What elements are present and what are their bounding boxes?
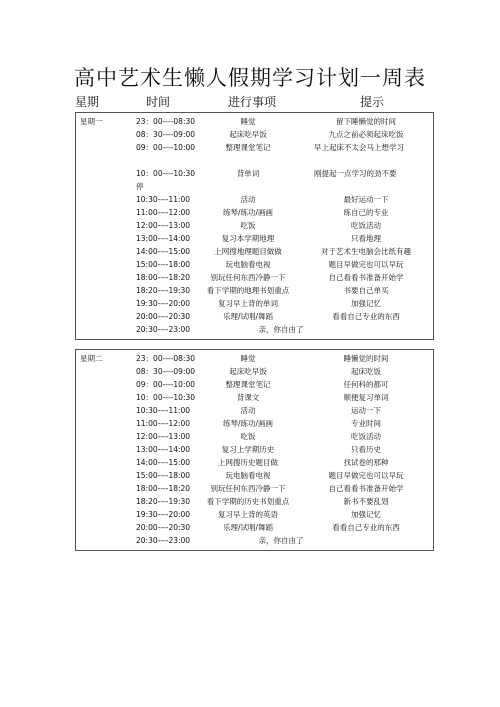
schedule-tip: 最好运动一下 (343, 195, 389, 204)
schedule-tip: 看看自己专业的东西 (332, 523, 400, 532)
page-title: 高中艺术生懒人假期学习计划一周表 (74, 66, 426, 90)
schedule-activity: 复习早上背的单词 (218, 299, 278, 308)
schedule-row (76, 310, 433, 323)
schedule-row (76, 245, 433, 258)
schedule-time: 20:30----23:00 (136, 536, 191, 545)
schedule-row (76, 167, 433, 193)
schedule-row (76, 521, 433, 534)
schedule-row (76, 417, 433, 430)
schedule-row (76, 193, 433, 206)
schedule-time: 10：00----10:30 (136, 393, 196, 402)
schedule-time: 15:00----18:00 (136, 260, 191, 269)
schedule-activity: 练琴/练功/画画 (222, 208, 274, 217)
schedule-activity: 看下学期的历史书划重点 (206, 497, 290, 506)
schedule-time: 10:30----11:00 (136, 195, 191, 204)
schedule-tip: 刚提起一点学习的劲不要 (314, 169, 397, 178)
schedule-tip: 自己看看书准备开始学 (328, 273, 404, 282)
schedule-tip: 加强记忆 (351, 510, 381, 519)
schedule-row (76, 378, 433, 391)
schedule-time: 10：00----10:30 停 (136, 169, 196, 191)
schedule-time: 14:00----15:00 (136, 247, 191, 256)
schedule-tip: 专业时间 (351, 419, 381, 428)
schedule-tip: 新书不要乱划 (343, 497, 389, 506)
schedule-row (76, 352, 433, 365)
schedule-row (76, 482, 433, 495)
schedule-tip: 留下睡懒觉的时间 (336, 117, 396, 126)
entry-list (76, 352, 433, 547)
schedule-time: 09：00----10:00 (136, 380, 196, 389)
schedule-time: 14:00----15:00 (136, 458, 191, 467)
schedule-activity: 起床吃早饭 (229, 130, 267, 139)
header-tip: 提示 (360, 95, 385, 109)
schedule-tip: 看看自己专业的东西 (332, 312, 400, 321)
schedule-tip: 顺便复习单词 (343, 393, 389, 402)
schedule-activity: 练琴/练功/画画 (222, 419, 274, 428)
schedule-row (76, 323, 433, 336)
schedule-row (76, 495, 433, 508)
entry-list (76, 115, 433, 336)
schedule-time: 08：30----09:00 (136, 130, 196, 139)
schedule-time: 11:00----12:00 (136, 208, 191, 217)
day-label: 星期一 (80, 117, 103, 126)
schedule-row (76, 391, 433, 404)
schedule-activity: 活动 (240, 406, 256, 415)
schedule-row (76, 297, 433, 310)
schedule-activity: 活动 (240, 195, 256, 204)
schedule-activity: 整理课堂笔记 (225, 380, 271, 389)
schedule-time: 18:00----18:20 (136, 484, 191, 493)
day-label: 星期二 (80, 354, 103, 363)
schedule-activity: 别玩任何东西冷静一下 (210, 484, 286, 493)
schedule-activity: 上网搜历史题目做 (218, 458, 278, 467)
schedule-activity: 玩电脑看电视 (225, 260, 271, 269)
schedule-activity: 复习本学期地理 (221, 234, 275, 243)
schedule-row (76, 443, 433, 456)
schedule-tip: 书要自己单买 (343, 286, 389, 295)
schedule-row (76, 128, 433, 141)
schedule-tip: 早上起床不太会马上想学习 (314, 143, 404, 152)
schedule-time: 10:30----11:00 (136, 406, 191, 415)
schedule-tip: 任何科的都可 (343, 380, 389, 389)
schedule-tip: 起床吃饭 (351, 367, 381, 376)
header-time: 时间 (146, 95, 171, 109)
schedule-row (76, 284, 433, 297)
schedule-activity: 起床吃早饭 (229, 367, 267, 376)
schedule-tip: 运动一下 (351, 406, 381, 415)
day-block-monday (75, 112, 434, 340)
header-day: 星期 (75, 95, 100, 109)
schedule-row (76, 456, 433, 469)
schedule-activity: 吃饭 (240, 432, 256, 441)
schedule-row (76, 271, 433, 284)
schedule-activity: 看下学期的地理书划重点 (206, 286, 290, 295)
schedule-time: 23：00----08:30 (136, 117, 196, 126)
schedule-row (76, 115, 433, 128)
schedule-activity: 玩电脑看电视 (225, 471, 271, 480)
schedule-activity: 复习上学期历史 (221, 445, 275, 454)
schedule-tip: 只看地理 (351, 234, 381, 243)
schedule-row (76, 469, 433, 482)
table-header (0, 93, 500, 111)
schedule-time: 13:00----14:00 (136, 445, 191, 454)
schedule-tip: 九点之前必须起床吃饭 (328, 130, 404, 139)
schedule-activity: 整理课堂笔记 (225, 143, 271, 152)
schedule-tip: 对于艺术生电脑会比纸有趣 (321, 247, 411, 256)
schedule-time: 23：00----08:30 (136, 354, 196, 363)
schedule-time: 20:00----20:30 (136, 312, 191, 321)
schedule-tip: 吃饭活动 (351, 221, 381, 230)
schedule-time: 11:00----12:00 (136, 419, 191, 428)
schedule-activity: 乐理/试唱/舞蹈 (222, 523, 274, 532)
schedule-tip: 只看历史 (351, 445, 381, 454)
schedule-activity: 复习早上背的英语 (218, 510, 278, 519)
schedule-row (76, 232, 433, 245)
schedule-row (76, 404, 433, 417)
schedule-activity: 吃饭 (240, 221, 256, 230)
schedule-activity: 背单词 (236, 169, 260, 178)
schedule-tip: 睡懒觉的时间 (343, 354, 389, 363)
schedule-time: 15:00----18:00 (136, 471, 191, 480)
schedule-row (76, 206, 433, 219)
schedule-time: 18:20----19:30 (136, 286, 191, 295)
schedule-activity: 背课文 (236, 393, 260, 402)
schedule-tip: 找试卷的那种 (343, 458, 389, 467)
schedule-tip: 加强记忆 (351, 299, 381, 308)
schedule-activity: 亲，你自由了 (258, 536, 304, 545)
schedule-time: 12:00----13:00 (136, 221, 191, 230)
schedule-row (76, 219, 433, 232)
schedule-activity: 亲，你自由了 (258, 325, 304, 334)
schedule-row (76, 258, 433, 271)
schedule-time: 12:00----13:00 (136, 432, 191, 441)
schedule-time: 18:20----19:30 (136, 497, 191, 506)
schedule-activity: 别玩任何东西冷静一下 (210, 273, 286, 282)
schedule-tip: 题目早做完也可以早玩 (328, 260, 404, 269)
schedule-activity: 睡觉 (240, 117, 256, 126)
schedule-row (76, 141, 433, 167)
schedule-time: 08：30----09:00 (136, 367, 196, 376)
schedule-tip: 吃饭活动 (351, 432, 381, 441)
schedule-row (76, 365, 433, 378)
schedule-row (76, 508, 433, 521)
schedule-activity: 睡觉 (240, 354, 256, 363)
schedule-time: 20:30----23:00 (136, 325, 191, 334)
header-activity: 进行事项 (228, 95, 277, 109)
schedule-tip: 自己看看书准备开始学 (328, 484, 404, 493)
schedule-row (76, 534, 433, 547)
schedule-time: 19:30----20:00 (136, 299, 191, 308)
schedule-activity: 乐理/试唱/舞蹈 (222, 312, 274, 321)
schedule-time: 18:00----18:20 (136, 273, 191, 282)
schedule-time: 13:00----14:00 (136, 234, 191, 243)
day-block-tuesday (75, 349, 434, 551)
schedule-time: 09：00----10:00 (136, 143, 196, 152)
schedule-activity: 上网搜地理题目做做 (214, 247, 282, 256)
schedule-time: 19:30----20:00 (136, 510, 191, 519)
schedule-row (76, 430, 433, 443)
schedule-tip: 题目早做完也可以早玩 (328, 471, 404, 480)
schedule-time: 20:00----20:30 (136, 523, 191, 532)
schedule-tip: 练自己的专业 (343, 208, 389, 217)
